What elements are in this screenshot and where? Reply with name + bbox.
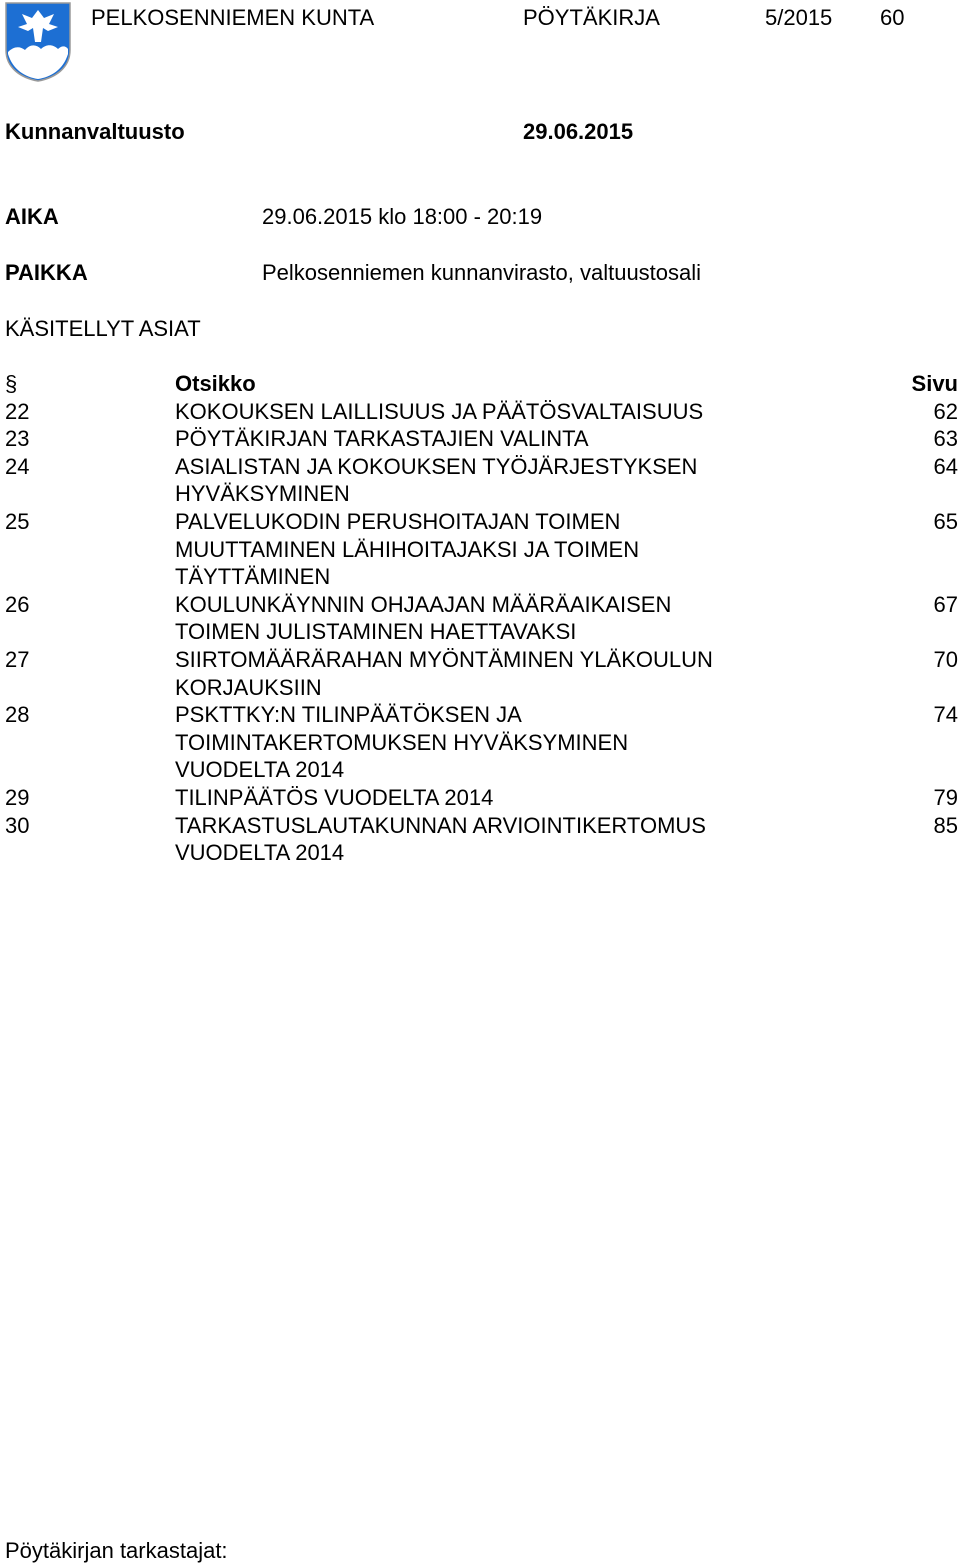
column-header-page: Sivu xyxy=(911,371,958,396)
item-page: 74 xyxy=(933,702,958,728)
column-header-section: § xyxy=(5,371,18,396)
table-row xyxy=(5,398,960,426)
agenda-table-header xyxy=(5,370,960,398)
item-title: TILINPÄÄTÖS VUODELTA 2014 xyxy=(175,784,494,810)
item-title: KOKOUKSEN LAILLISUUS JA PÄÄTÖSVALTAISUUS xyxy=(175,398,704,424)
table-row xyxy=(5,646,960,701)
item-title: PÖYTÄKIRJAN TARKASTAJIEN VALINTA xyxy=(175,426,589,452)
table-row xyxy=(5,812,960,867)
item-page: 67 xyxy=(933,591,958,617)
header-document-type: PÖYTÄKIRJA xyxy=(523,5,660,30)
item-title: KOULUNKÄYNNIN OHJAAJAN MÄÄRÄAIKAISEN TOIMEN JULISTAMINEN HAETTAVAKSI xyxy=(175,591,672,645)
agenda-table-body xyxy=(5,398,960,867)
item-title: PSKTTKY:N TILINPÄÄTÖKSEN JA TOIMINTAKERTOMUKSEN HYVÄKSYMINEN VUODELTA 2014 xyxy=(175,702,629,783)
item-page: 63 xyxy=(933,426,958,452)
table-row xyxy=(5,701,960,784)
item-page: 85 xyxy=(933,812,958,838)
item-title: PALVELUKODIN PERUSHOITAJAN TOIMEN MUUTTAMINEN LÄHIHOITAJAKSI JA TOIMEN TÄYTTÄMINEN xyxy=(175,508,640,590)
item-page: 62 xyxy=(933,398,958,424)
item-number: 27 xyxy=(5,646,30,672)
agenda-table xyxy=(5,370,960,867)
time-label: AIKA xyxy=(5,204,59,229)
item-number: 23 xyxy=(5,426,30,452)
item-page: 70 xyxy=(933,646,958,672)
table-row xyxy=(5,453,960,508)
time-value: 29.06.2015 klo 18:00 - 20:19 xyxy=(262,204,543,229)
reviewers-label: Pöytäkirjan tarkastajat: xyxy=(5,1538,228,1563)
header-organization: PELKOSENNIEMEN KUNTA xyxy=(91,5,375,30)
item-number: 22 xyxy=(5,398,30,424)
item-title: SIIRTOMÄÄRÄRAHAN MYÖNTÄMINEN YLÄKOULUN KORJAUKSIIN xyxy=(175,646,713,700)
table-row xyxy=(5,425,960,453)
section-title: KÄSITELLYT ASIAT xyxy=(5,316,201,341)
item-page: 65 xyxy=(933,508,958,534)
header-page-number: 60 xyxy=(880,5,905,30)
item-number: 30 xyxy=(5,812,30,838)
meeting-body: Kunnanvaltuusto xyxy=(5,119,185,144)
item-page: 79 xyxy=(933,784,958,810)
column-header-title: Otsikko xyxy=(175,371,256,396)
place-label: PAIKKA xyxy=(5,260,88,285)
item-number: 25 xyxy=(5,508,30,534)
item-number: 26 xyxy=(5,591,30,617)
municipal-coat-of-arms-icon xyxy=(5,2,71,82)
place-value: Pelkosenniemen kunnanvirasto, valtuustosali xyxy=(262,260,702,285)
item-page: 64 xyxy=(933,453,958,479)
meeting-date: 29.06.2015 xyxy=(523,119,634,144)
item-number: 29 xyxy=(5,784,30,810)
table-row xyxy=(5,508,960,591)
item-number: 24 xyxy=(5,453,30,479)
item-title: ASIALISTAN JA KOKOUKSEN TYÖJÄRJESTYKSEN HYVÄKSYMINEN xyxy=(175,453,698,507)
header-document-number: 5/2015 xyxy=(765,5,833,30)
item-title: TARKASTUSLAUTAKUNNAN ARVIOINTIKERTOMUS VUODELTA 2014 xyxy=(175,812,706,866)
table-row xyxy=(5,591,960,646)
table-row xyxy=(5,784,960,812)
item-number: 28 xyxy=(5,702,30,728)
